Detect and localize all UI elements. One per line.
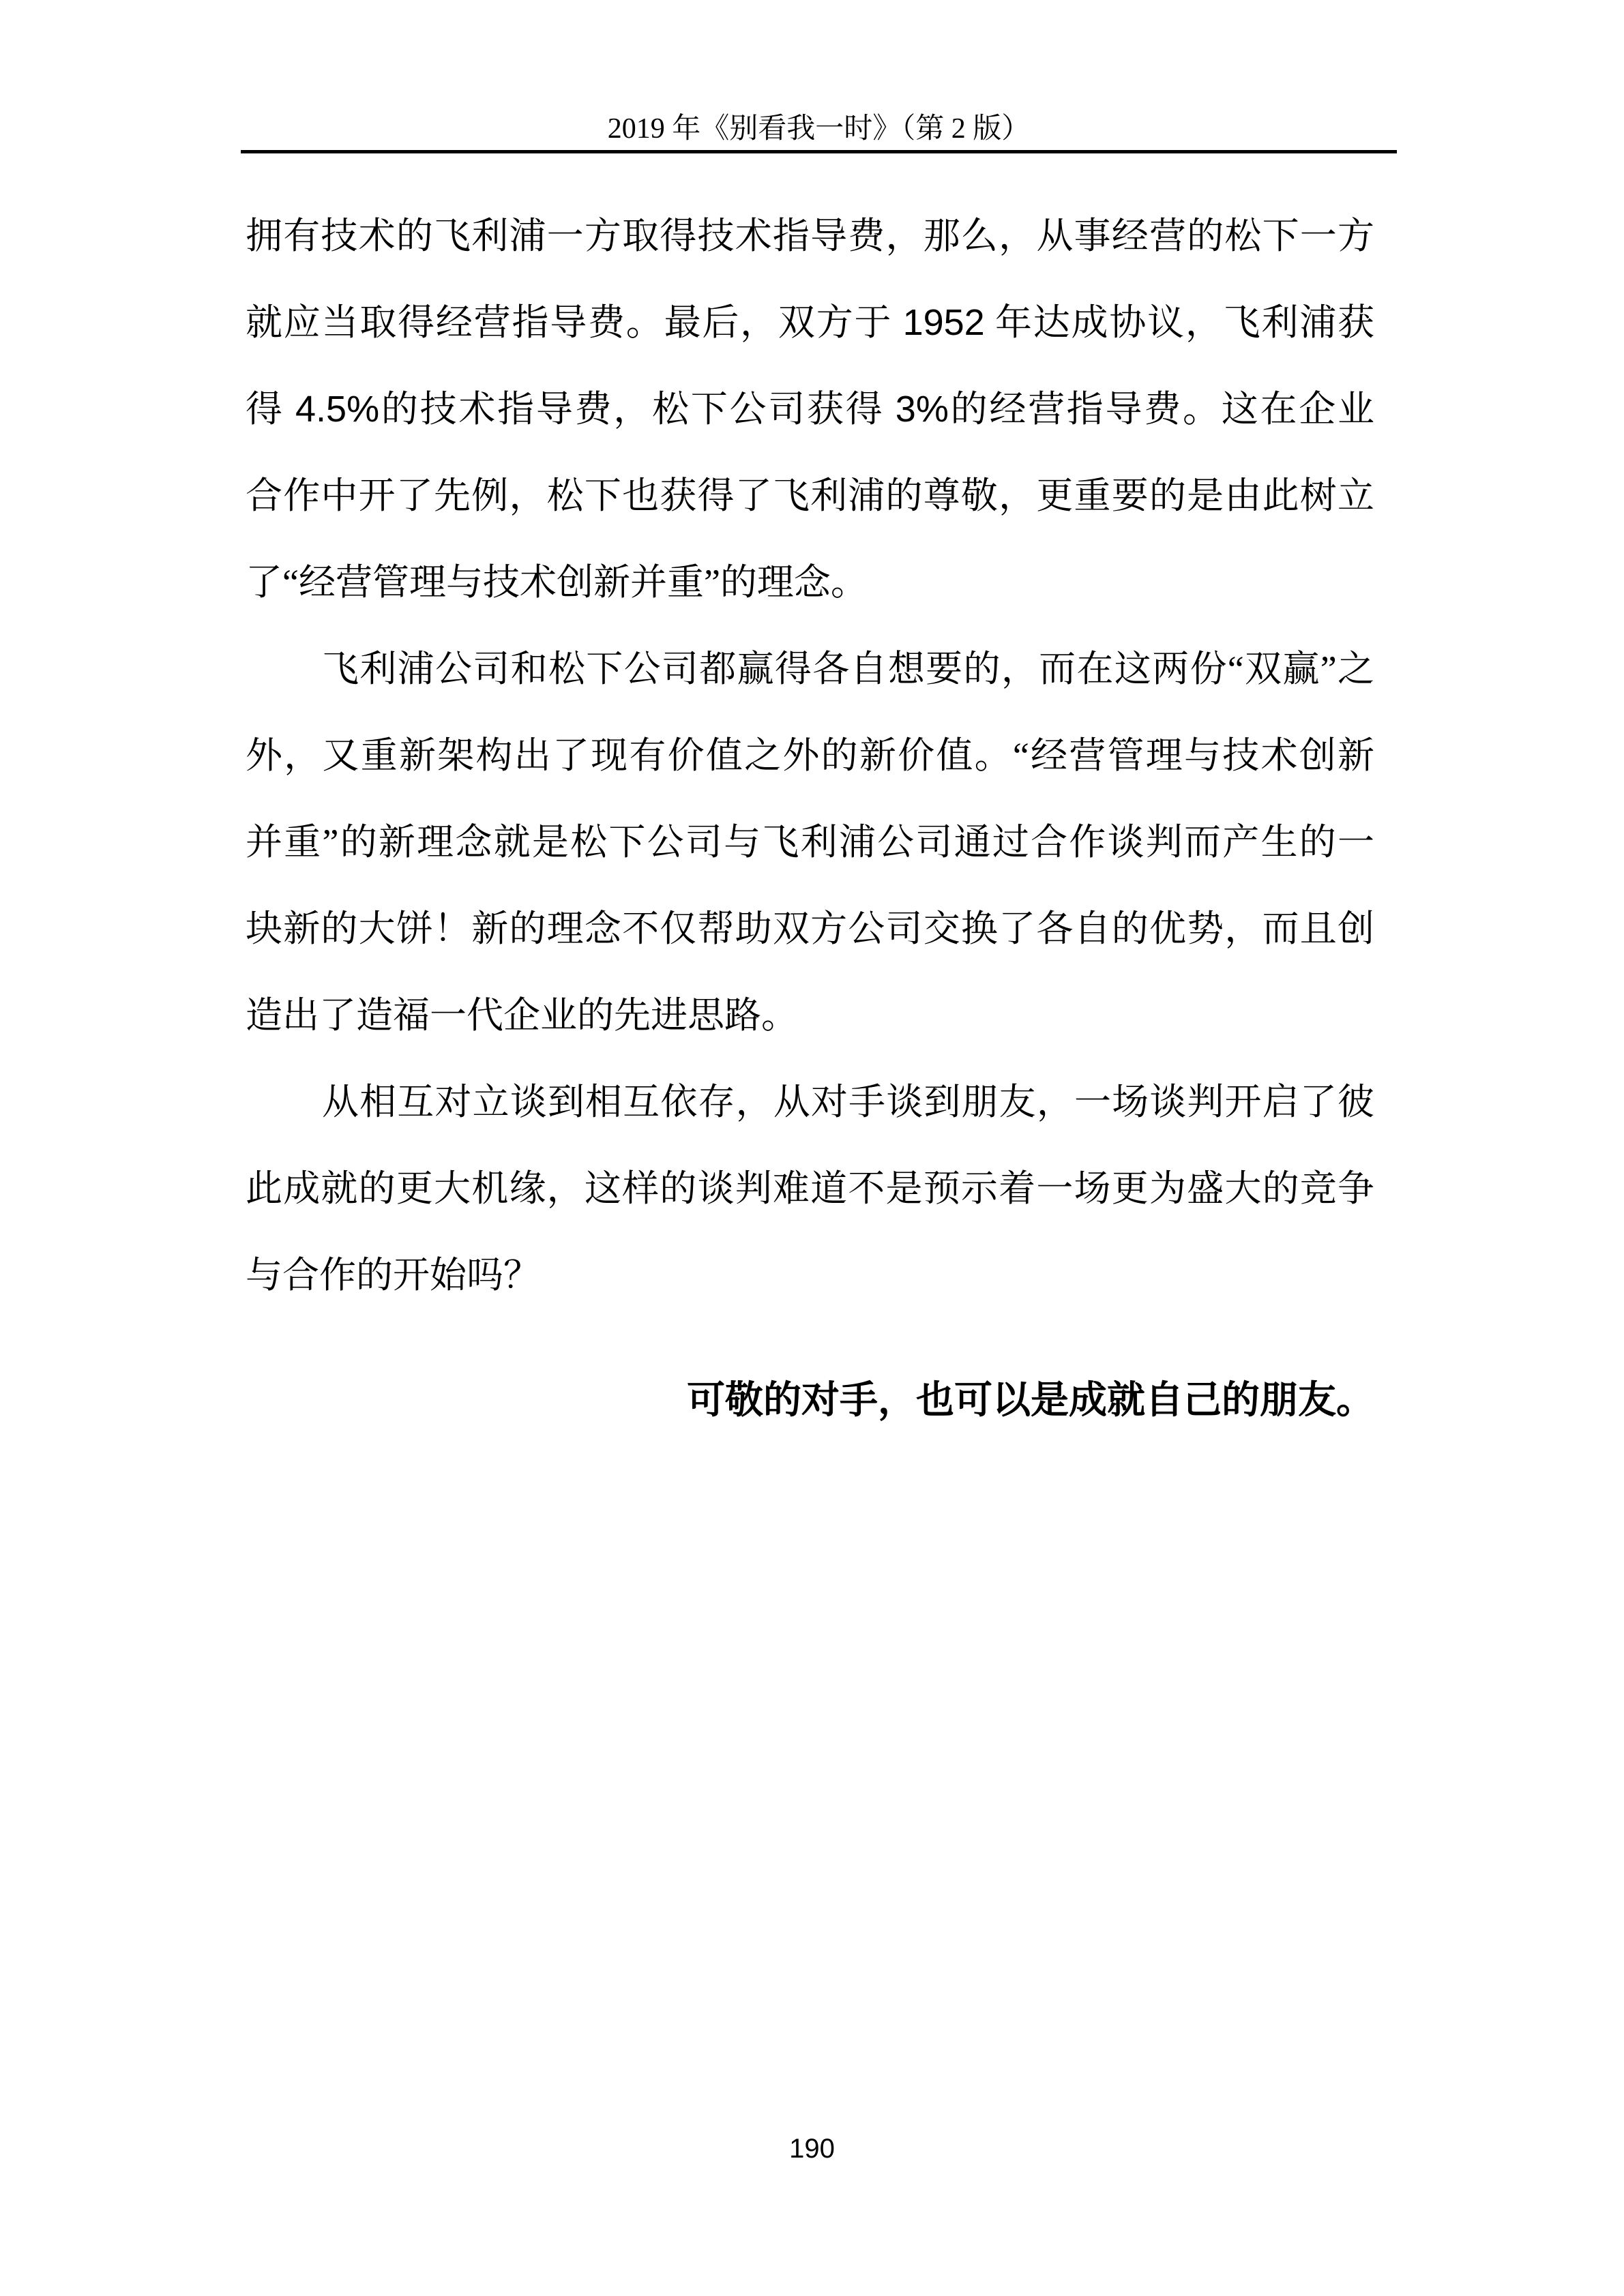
body-text-block — [246, 193, 1374, 1319]
body-line: 了“经营管理与技术创新并重”的理念。 — [246, 562, 868, 603]
body-line: 造出了造福一代企业的先进思路。 — [246, 995, 798, 1036]
body-line: 就应当取得经营指导费。最后，双方于 1952 年达成协议，飞利浦获 — [246, 302, 1374, 343]
body-line: 外，又重新架构出了现有价值之外的新价值。“经营管理与技术创新 — [246, 735, 1374, 776]
body-line: 拥有技术的飞利浦一方取得技术指导费，那么，从事经营的松下一方 — [246, 215, 1374, 256]
body-line: 与合作的开始吗？ — [246, 1255, 540, 1296]
body-line: 块新的大饼！新的理念不仅帮助双方公司交换了各自的优势，而且创 — [246, 908, 1374, 949]
body-line: 得 4.5%的技术指导费，松下公司获得 3%的经营指导费。这在企业 — [246, 389, 1374, 430]
body-line: 飞利浦公司和松下公司都赢得各自想要的，而在这两份“双赢”之 — [322, 648, 1374, 689]
page-number: 190 — [789, 2134, 835, 2164]
body-line: 此成就的更大机缘，这样的谈判难道不是预示着一场更为盛大的竞争 — [246, 1168, 1374, 1209]
page-header-title: 2019 年《别看我一时》（第 2 版） — [607, 113, 1031, 145]
header-divider-rule — [241, 150, 1397, 153]
body-line: 并重”的新理念就是松下公司与飞利浦公司通过合作谈判而产生的一 — [246, 822, 1374, 863]
aphorism-calligraphy-line: 可敬的对手，也可以是成就自己的朋友。 — [687, 1380, 1374, 1422]
body-line: 从相互对立谈到相互依存，从对手谈到朋友，一场谈判开启了彼 — [322, 1082, 1374, 1122]
body-line: 合作中开了先例，松下也获得了飞利浦的尊敬，更重要的是由此树立 — [246, 475, 1374, 516]
